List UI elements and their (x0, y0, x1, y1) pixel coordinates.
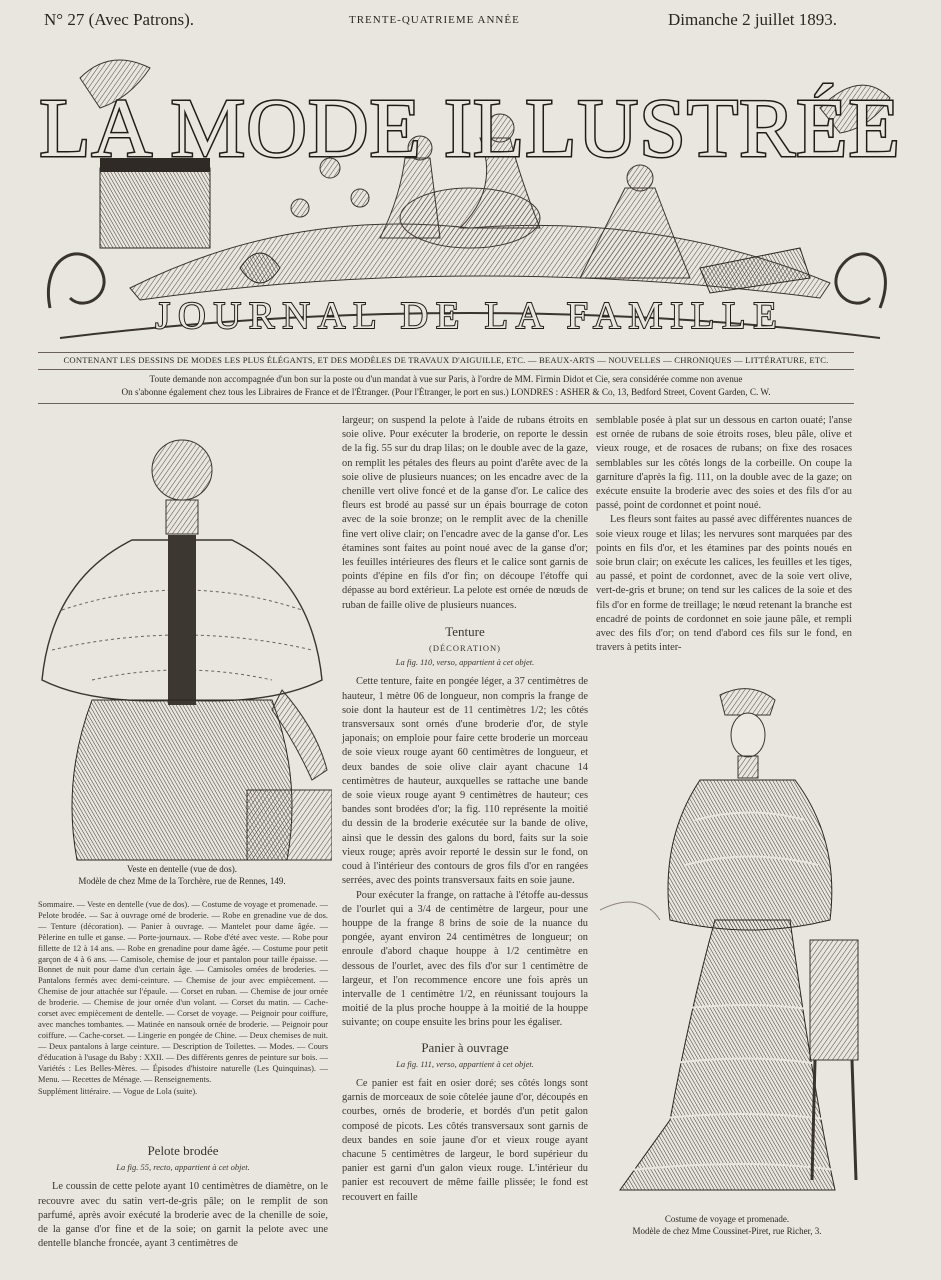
tenture-body-2: Pour exécuter la frange, on rattache à l'étoffe au-dessus de l'ourlet qui a 3/4 de centimètre de largeur, pour une houppe de la frange 8 brins de soie de la nuance du pongée, ayant environ 24 centimètres de longueur; on enroule d'abord chaque houppe à 1/2 centimètre en dessous de l'ourlet, avec des fils d'or sur 1 centimètre de largeur, et l'on recommence encore une fois après un intervalle de 1 centimètre 1/2, en réunissant toujours la moitié de la plus proche houppe à la moitié de la houppe suivante; on coupe ensuite les brins pour les égaliser. (342, 889, 588, 1029)
sommaire (38, 900, 328, 1098)
sommaire-text: Sommaire. — Veste en dentelle (vue de dos). — Costume de voyage et promenade. — Pelote brodée. — Sac à ouvrage orné de broderie. — Robe en grenadine vue de dos. — Tenture (décoration). — Panier à ouvrage. — Mantelet pour dame âgée. — Pèlerine en tulle et ganse. — Porte-journaux. — Robe d'été avec veste. — Robe pour fillette de 12 à 14 ans. — Robe en grenadine pour dame âgée. — Costume pour petit garçon de 4 à 6 ans. — Camisole, chemise de jour et pantalon pour taille épaisse. — Bonnet de nuit pour dame d'un certain âge. — Camisoles ornées de broderies. — Pantalons fermés avec demi-ceinture. — Chemise de jour avec empiècement. — Chemise de jour attachée sur l'épaule. — Corset en ruban. — Chemise de jour ornée de broderie. — Chemise de jour ornée d'un volant. — Corset du matin. — Cache-corset avec empiècement de dentelle. — Corset de voyage. — Peignoir pour coiffure, avec manches tombantes. — Matinée en nansouk ornée de broderie. — Peignoir pour coiffure. — Cache-corset. — Lingerie en pongée de Chine. — Deux chemises de nuit. — Deux pantalons à large ceinture. — Description de Toilettes. — Modes. — Cours d'éducation à l'usage du Baby : XXII. — Des différents genres de peinture sur bois. — Variétés : Les Belles-Mères. — Épisodes d'histoire naturelle (Les Quinquinas). — Menu. — Recettes de Ménage. — Renseignements. (38, 900, 328, 1084)
tenture-subtitle: (DÉCORATION) (429, 643, 501, 654)
panier-heading: Panier à ouvrage (421, 1039, 509, 1055)
header-rule (38, 352, 854, 353)
tenture-body-1: Cette tenture, faite en pongée léger, a 37 centimètres de hauteur, 1 mètre 06 de longueur, non compris la frange de soie dont la hauteur est de 11 centimètres 1/2; les côtés transversaux sont ornés d'une broderie d'or, de style japonais; on emploie pour faire cette broderie un morceau de soie vieux rouge ayant 60 centimètres de longueur, et deux bandes de soie olive clair ayant chacune 14 centimètres de hauteur, auxquelles se rattache une bande de soie vieux rouge ayant 9 centimètres de hauteur; ces bandes sont brodées d'or; la fig. 110 représente la moitié du dessin de la broderie exécutée sur la bande de olive, ainsi que le dessin des galons du bord, faits sur la soie vieux rouge; après avoir reporté le dessin sur le fond, on coud à l'intérieur des contours de gros fils d'or en rangées serrées, avec des points transversaux faits en soie jaune. (342, 676, 588, 887)
tenture-heading: Tenture (445, 623, 485, 639)
pelote-body: Le coussin de cette pelote ayant 10 centimètres de diamètre, on le recouvre avec du satin vert-de-gris pâle; on le remplit de son parfumé, après avoir exécuté la broderie avec de la chenille de soie, de la ganse d'or fine et de la soie; on garnit la pelote avec une dentelle blanche froncée, ayant 3 centimètres de (38, 1181, 328, 1250)
lace-jacket-illustration (32, 420, 332, 880)
pelote-heading: Pelote brodée (147, 1143, 219, 1158)
issue-number: N° 27 (Avec Patrons). (44, 10, 195, 29)
contents-line: CONTENANT LES DESSINS DE MODES LES PLUS ÉLÉGANTS, ET DES MODÈLES DE TRAVAUX D'AIGUILLE, ETC. — BEAUX-ARTS — NOUVELLES — CHRONIQUES — LITTÉRATURE, ETC. (63, 355, 829, 365)
left-caption-title: Veste en dentelle (vue de dos). (127, 864, 237, 874)
journal-title: LA MODE ILLUSTRÉE (40, 82, 900, 175)
journal-subtitle: JOURNAL DE LA FAMILLE (155, 295, 785, 337)
panier-note: La fig. 111, verso, appartient à cet objet. (396, 1058, 534, 1069)
column-3 (596, 414, 852, 655)
supplement-text: Supplément littéraire. — Vogue de Lola (suite). (38, 1087, 198, 1097)
pelote-body-cont: largeur; on suspend la pelote à l'aide de rubans étroits en soie olive. Pour exécuter la broderie, on reporte le dessin de la fig. 55 sur du drap lilas; on le double avec de la gaze, on remplit les pétales des fleurs au point d'arête avec de la soie olive de plusieurs nuances; on les encadre avec de la chenille vert olive foncé et de la ganse d'or. Le calice des fleurs est brodé au passé sur un épais bourrage de coton avec de la soie bronze; on le remplit avec de la chenille fine vert olive clair; on l'encadre avec de la ganse d'or. Les étamines sont faites au point noué avec de la ganse d'or; les feuilles intérieures des fleurs et le calice sont garnis de points d'épine en fils d'or fin; on découpe l'étoffe qui dépasse au bord extérieur. La pelote est ornée de nœuds de ruban de faille olive de plusieurs nuances. (342, 415, 588, 611)
panier-body: Ce panier est fait en osier doré; ses côtés longs sont garnis de morceaux de soie côtelée jaune d'or, découpés en courbes, ornés de broderie, et bordés d'un petit galon composé de picots. Les côtés transversaux sont garnis de deux bandes en soie jaune d'or et vieux rouge ayant chacune 5 centimètres de largeur, le bord supérieur du panier est garni d'un galon vieux rouge. L'intérieur du panier est recouvert de même faille plissée; le fond est recouvert en faille (342, 1077, 588, 1203)
pelote-note: La fig. 55, recto, appartient à cet objet. (116, 1162, 250, 1173)
fleurs-body: Les fleurs sont faites au passé avec différentes nuances de soie vieux rouge et lilas; les nervures sont marquées par des points en fils d'or, et les étamines par des points noués en soie brun clair; on exécute les calices, les feuilles et les tiges, au passé, et point de cordonnet, avec de la soie vert olive, vert-de-gris et brune; on tend sur les calices de la soie et des fils d'or en forme de treillage; le nœud retenant la branche est encadré de points de cordonnet en soie jaune pâle, et rempli avec des fils d'or; on tend d'abord ces fils sur le fond, en travers à petits inter- (596, 514, 852, 654)
header-rule (38, 369, 854, 370)
notice-line-1: Toute demande non accompagnée d'un bon sur la poste ou d'un mandat à vue sur Paris, à l'ordre de MM. Firmin Didot et Cie, sera considérée comme non avenue (149, 374, 743, 384)
tenture-note: La fig. 110, verso, appartient à cet objet. (395, 657, 535, 668)
right-caption-title: Costume de voyage et promenade. (664, 1214, 790, 1224)
year-label: TRENTE-QUATRIEME ANNÉE (349, 14, 520, 26)
header-rule (38, 403, 854, 404)
figure-travel-costume (600, 680, 860, 1210)
pelote-article (38, 1140, 328, 1251)
column-2 (342, 414, 588, 1205)
left-caption-credit: Modèle de chez Mme de la Torchère, rue de Rennes, 149. (78, 876, 286, 886)
right-caption-credit: Modèle de chez Mme Coussinet-Piret, rue Richer, 3. (632, 1226, 822, 1236)
figure-lace-jacket (32, 420, 332, 880)
panier-body-cont: semblable posée à plat sur un dessous en carton ouaté; l'anse est ornée de rubans de soie étroits roses, bleu pâle, olive et vieux rouge, et de rosaces de rubans; on fixe des rosaces semblables sur les côtés longs de la corbeille. On coupe la garniture d'après la fig. 111, on la double avec de la gaze; on exécute ensuite la broderie avec des soies et des fils d'or au passé, point de cordonnet et point noué. (596, 415, 852, 512)
top-line (44, 10, 837, 32)
travel-costume-illustration (600, 680, 860, 1210)
masthead (40, 38, 900, 350)
masthead-engraving (40, 38, 900, 350)
notice-line-2: On s'abonne également chez tous les Libraires de France et de l'Étranger. (Pour l'Étranger, le port en sus.) LONDRES : ASHER & Co, 13, Bedford Street, Covent Garden, C. W. (121, 387, 771, 397)
issue-date: Dimanche 2 juillet 1893. (667, 10, 837, 29)
